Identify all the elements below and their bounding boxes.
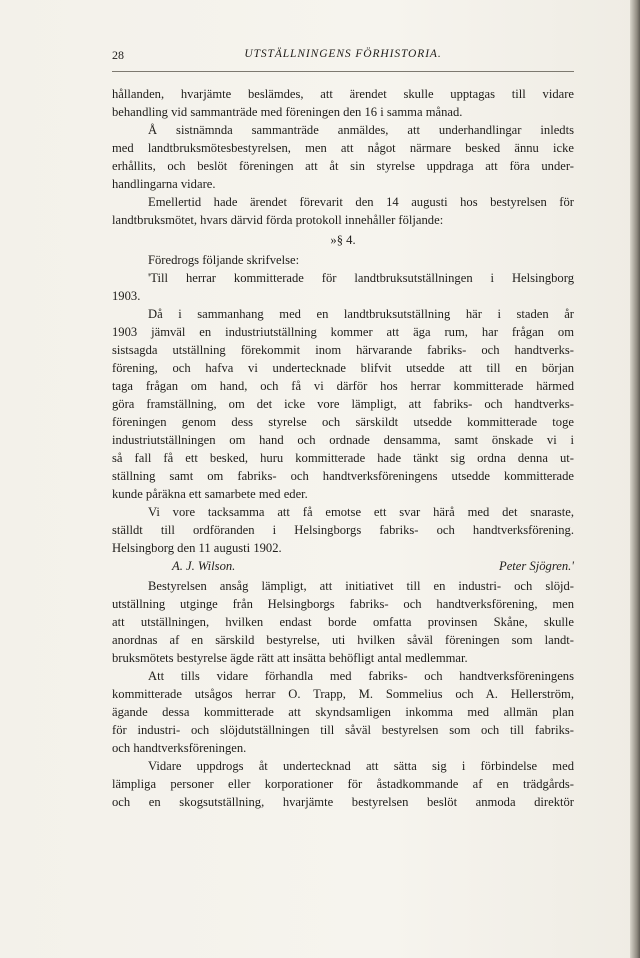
text-line: taga frågan om hand, och få vi därför hos herrar kommitterade härmed xyxy=(112,379,574,393)
text-line: industriutställningen om hand och ordnade densamma, samt önskade vi i xyxy=(112,433,574,447)
running-header xyxy=(112,48,574,68)
text-line: handlingarna vidare. xyxy=(112,177,216,191)
text-line: göra framställning, om det icke vore lämpligt, att fabriks- och handtverks- xyxy=(112,397,574,411)
text-line: anordnas af en särskild bestyrelse, uti hvilken såväl föreningen som landt- xyxy=(112,633,574,647)
text-line: att utställningen, hvilken endast borde omfatta provinsen Skåne, skulle xyxy=(112,615,574,629)
text-line: kommitterade utsågos herrar O. Trapp, M. Sommelius och A. Hellerström, xyxy=(112,687,574,701)
text-line: ställning samt om fabriks- och handtverksföreningens utsedde kommitterade xyxy=(112,469,574,483)
text-line: erhållits, och beslöt föreningen att åt sin styrelse uppdraga att föra under- xyxy=(112,159,574,173)
header-rule xyxy=(112,71,574,72)
text-line: bruksmötets bestyrelse ägde rätt att insätta behöfligt antal medlemmar. xyxy=(112,651,468,665)
text-line: Helsingborg den 11 augusti 1902. xyxy=(112,541,282,555)
text-line: 1903. xyxy=(112,289,141,303)
section-mark: »§ 4. xyxy=(330,233,356,247)
text-line: 'Till herrar kommitterade för landtbruksutställningen i Helsingborg xyxy=(148,271,574,285)
text-line: ställdt till ordföranden i Helsingborgs fabriks- och handtverksförening. xyxy=(112,523,574,537)
text-line: föreningen genom dess styrelse och särskildt utsedde kommitterade toge xyxy=(112,415,574,429)
text-line: behandling vid sammanträde med föreningen den 16 i samma månad. xyxy=(112,105,463,119)
page-number: 28 xyxy=(112,48,124,62)
text-line: och handtverksföreningen. xyxy=(112,741,247,755)
text-line: och en skogsutställning, hvarjämte bestyrelsen beslöt anmoda direktör xyxy=(112,795,574,809)
text-line: Vidare uppdrogs åt undertecknad att sätta sig i förbindelse med xyxy=(148,759,574,773)
text-line: med landtbruksmötesbestyrelsen, men att något närmare besked ännu icke xyxy=(112,141,574,155)
text-line: 1903 jämväl en industriutställning kommer att äga rum, har frågan om xyxy=(112,325,574,339)
text-line: Bestyrelsen ansåg lämpligt, att initiativet till en industri- och slöjd- xyxy=(148,579,574,593)
text-line: hållanden, hvarjämte beslämdes, att ärendet skulle upptagas till vidare xyxy=(112,87,574,101)
page-body xyxy=(112,85,574,811)
text-line: lämpliga personer eller korporationer för åstadkommande af en trädgårds- xyxy=(112,777,574,791)
text-line: för industri- och slöjdutställningen till såväl bestyrelsen som och till fabriks- xyxy=(112,723,574,737)
running-title: UTSTÄLLNINGENS FÖRHISTORIA. xyxy=(244,48,442,60)
text-line: ägande dessa kommitterade att skyndsamligen inkomma med allmän plan xyxy=(112,705,574,719)
text-line: så fall få ett besked, huru kommitterade hade tänkt sig ordna denna ut- xyxy=(112,451,574,465)
text-line: Föredrogs följande skrifvelse: xyxy=(148,253,300,267)
text-line: Att tills vidare förhandla med fabriks- och handtverksföreningens xyxy=(148,669,574,683)
text-line: Emellertid hade ärendet förevarit den 14 augusti hos bestyrelsen för xyxy=(148,195,574,209)
text-line: Då i sammanhang med en landtbruksutställning här i staden år xyxy=(148,307,574,321)
page-gutter-shadow xyxy=(630,0,640,958)
text-line: Å sistnämnda sammanträde anmäldes, att underhandlingar inledts xyxy=(148,123,574,137)
text-line: landtbruksmötet, hvars därvid förda protokoll innehåller följande: xyxy=(112,213,444,227)
signature-line xyxy=(112,557,574,575)
text-line: sistsagda utställning förekommit inom härvarande fabriks- och handtverks- xyxy=(112,343,574,357)
signature-wilson: A. J. Wilson. xyxy=(172,559,236,573)
signature-sjogren: Peter Sjögren.' xyxy=(499,559,574,573)
text-line: kunde påräkna ett samarbete med eder. xyxy=(112,487,308,501)
text-line: förening, och hafva vi undertecknade blifvit utsedde att till en början xyxy=(112,361,574,375)
text-line: utställning utginge från Helsingborgs fabriks- och handtverksförening, men xyxy=(112,597,574,611)
text-line: Vi vore tacksamma att få emotse ett svar härå med det snaraste, xyxy=(148,505,574,519)
